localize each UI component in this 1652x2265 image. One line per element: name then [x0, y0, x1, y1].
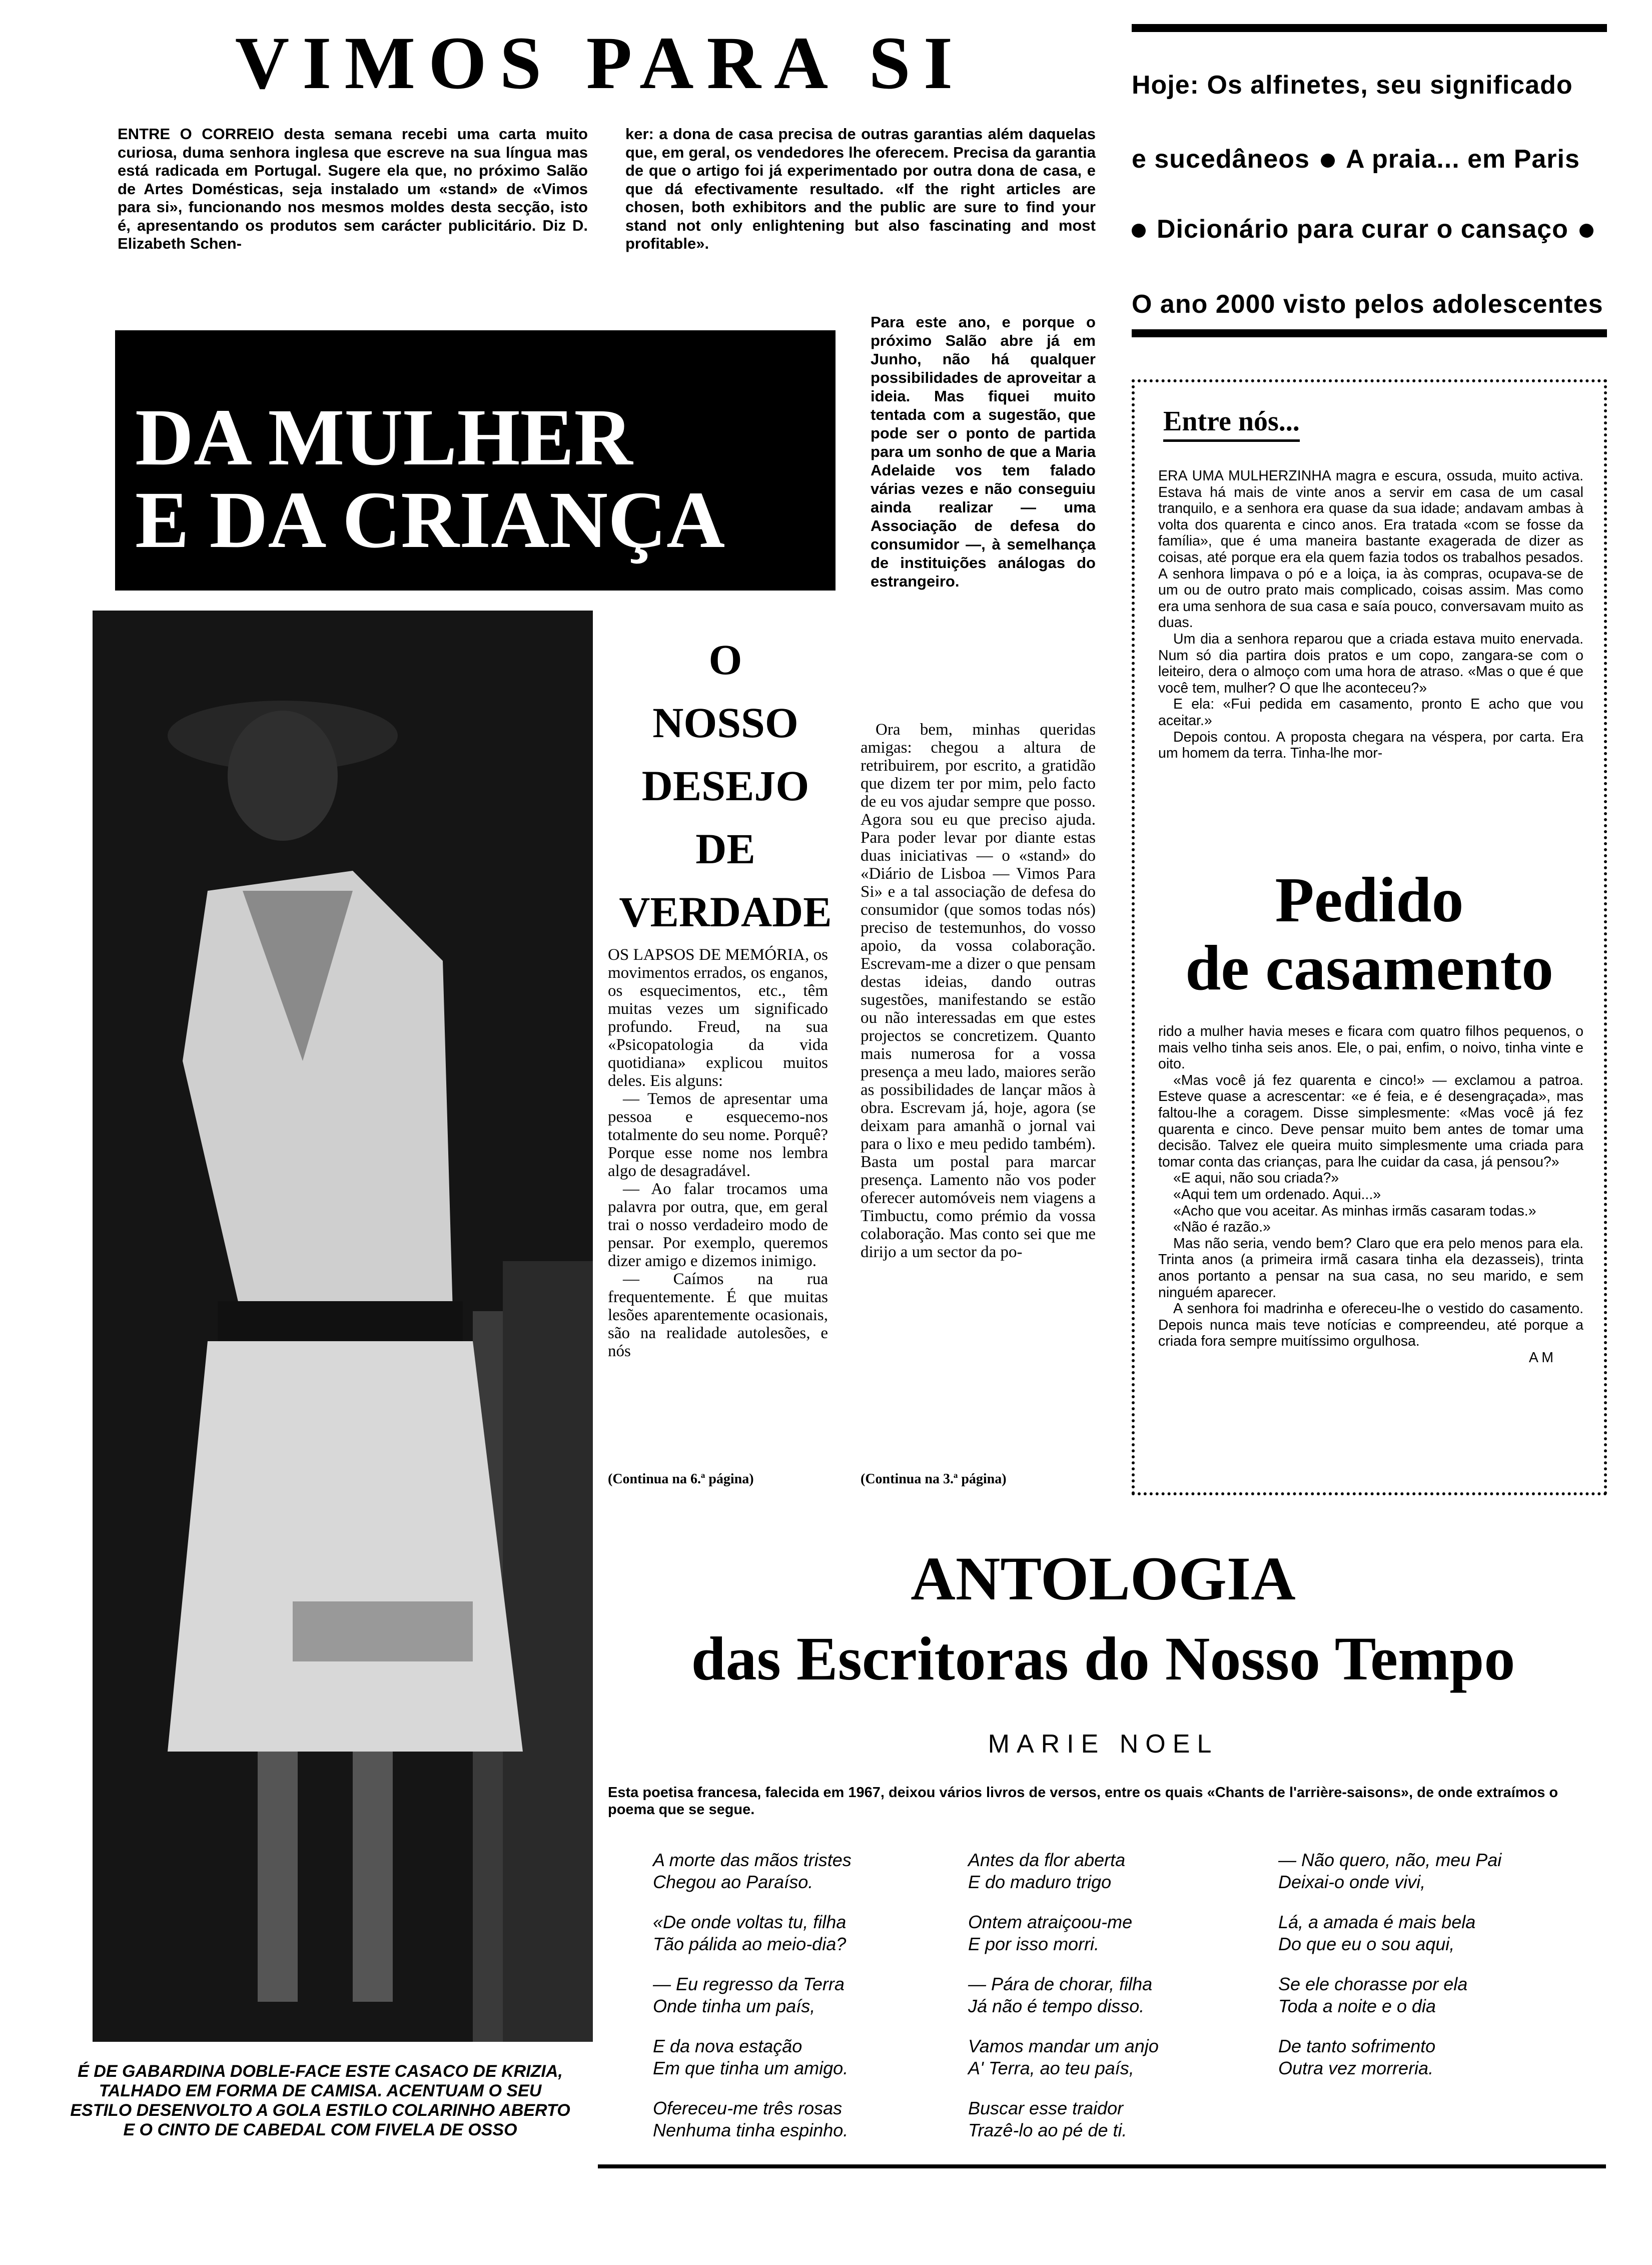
- banner-line-1: DA MULHER: [135, 393, 633, 482]
- poem-verse: — Pára de chorar, filha: [968, 1974, 1153, 1994]
- story-headline: [1132, 866, 1607, 1002]
- intro-column-1: ENTRE O CORREIO desta semana recebi uma carta muito curiosa, duma senhora inglesa que escreve na sua língua mas está radicada em Portugal. Sugere ela que, no próximo Salão de Artes Domésticas, seja instalado um «stand» de «Vimos para si», funcionando nos mesmos moldes desta secção, isto é, apresentando os produtos sem carácter publicitário. Diz D. Elizabeth Schen-: [118, 125, 588, 252]
- poem-verse: Se ele chorasse por ela: [1278, 1974, 1468, 1994]
- fashion-photo-illustration: [93, 611, 593, 2042]
- intro-column-2-continued: Para este ano, e porque o próximo Salão abre já em Junho, não há qualquer possibilidades de aproveitar a ideia. Mas fiquei muito tentada com a sugestão, que pode ser o ponto de partida para um sonho de que a Maria Adelaide vos tem falado várias vezes e não conseguiu ainda realizar — uma Associação de defesa do consumidor —, à semelhança de instituições análogas do estrangeiro.: [871, 313, 1096, 590]
- intro-column-2: ker: a dona de casa precisa de outras garantias além daquelas que, em geral, os vendedores lhe oferecem. Precisa da garantia de que o artigo foi já experimentado por outra dona de casa, e que dá efectivamente resultado. «If the right articles are chosen, both exhibitors and the public are sure to find your stand not only enlightening but also fascinating and most profitable».: [625, 125, 1096, 252]
- antologia-title: ANTOLOGIA: [911, 1544, 1296, 1613]
- summary-line-3-text: Dicionário para curar o cansaço: [1157, 215, 1568, 244]
- poem-verse: Outra vez morreria.: [1278, 2058, 1434, 2078]
- summary-bottom-bar: [1132, 329, 1607, 337]
- poem-verse: Antes da flor aberta: [968, 1850, 1126, 1870]
- story-signature: A M: [1528, 1349, 1553, 1366]
- desejo-paragraph: OS LAPSOS DE MEMÓRIA, os movimentos errados, os enganos, os esquecimentos, etc., têm muitas vezes um significado profundo. Freud, na sua «Psicopatologia da vida quotidiana» explicou muitos deles. Eis alguns:: [608, 946, 828, 1090]
- title-line: DE: [695, 825, 755, 873]
- desejo-paragraph: — Ao falar trocamos uma palavra por outra, que, em geral trai o nosso verdadeiro modo de pensar. Por exemplo, queremos dizer amigo e dizemos inimigo.: [608, 1180, 828, 1270]
- story-paragraph: «Acho que vou aceitar. As minhas irmãs casaram todas.»: [1173, 1203, 1536, 1219]
- section-title: VIMOS PARA SI: [235, 22, 966, 105]
- bullet-icon: [1579, 224, 1593, 238]
- poem-verse: Em que tinha um amigo.: [653, 2058, 849, 2078]
- fashion-photo: [93, 611, 593, 2042]
- story-paragraph: A senhora foi madrinha e ofereceu-lhe o vestido do casamento. Depois nunca mais teve notícias e compreendeu, até porque a criada fora sempre muitíssimo orgulhosa.: [1158, 1301, 1583, 1350]
- title-line: VERDADE: [619, 888, 832, 936]
- poem-verse: A' Terra, ao teu país,: [968, 2058, 1134, 2078]
- poem-verse: Lá, a amada é mais bela: [1278, 1912, 1476, 1932]
- antologia-subtitle: das Escritoras do Nosso Tempo: [691, 1624, 1515, 1693]
- headline-line-2: de casamento: [1185, 932, 1553, 1003]
- poem-verse: Onde tinha um país,: [653, 1996, 815, 2016]
- poem-column-2: [968, 1849, 1248, 2159]
- poem-verse: Toda a noite e o dia: [1278, 1996, 1436, 2016]
- poem-verse: Já não é tempo disso.: [968, 1996, 1145, 2016]
- poem-verse: De tanto sofrimento: [1278, 2036, 1436, 2056]
- summary-top-bar: [1132, 24, 1607, 32]
- summary-line-1: Hoje: Os alfinetes, seu significado: [1132, 71, 1573, 100]
- entre-nos-title: Entre nós...: [1163, 405, 1300, 442]
- poem-verse: «De onde voltas tu, filha: [653, 1912, 847, 1932]
- poem-verse: E da nova estação: [653, 2036, 802, 2056]
- title-line: NOSSO: [652, 699, 798, 747]
- headline-line-1: Pedido: [1275, 864, 1464, 935]
- poem-verse: Deixai-o onde vivi,: [1278, 1872, 1426, 1892]
- poem-verse: Ofereceu-me três rosas: [653, 2098, 843, 2118]
- section-banner: [115, 330, 836, 591]
- amigas-article: Ora bem, minhas queridas amigas: chegou a altura de retribuirem, por escrito, a gratidão que dizem ter por mim, pelo facto de eu vos ajudar sempre que posso. Agora sou eu que preciso ajuda. Para poder levar por diante estas duas iniciativas — o «stand» do «Diário de Lisboa — Vimos Para Si» e a tal associação de defesa do consumidor (que somos todas nós) preciso de testemunhos, do vosso apoio, da vossa colaboração. Escrevam-me a dizer o que pensam destas ideias, dando outras sugestões, manifestando se estão ou não interessadas em que estes projectos se concretizem. Quanto mais numerosa for a vossa presença a meu lado, maiores serão as possibilidades de lançar mãos à obra. Escrevam já, hoje, agora (se deixam para amanhã o jornal vai para o lixo e meu pedido também). Basta um postal para marcar presença. Lamento não vos poder oferecer automóveis nem viagens a Timbuctu, como prémio da vossa colaboração. Mas conto sei que me dirijo a um sector da po-: [861, 721, 1096, 1261]
- photo-caption: É DE GABARDINA DOBLE-FACE ESTE CASACO DE KRIZIA, TALHADO EM FORMA DE CAMISA. ACENTUAM O SEU ESTILO DESENVOLTO A GOLA ESTILO COLARINHO ABERTO E O CINTO DE CABEDAL COM FIVELA DE OSSO: [70, 2062, 570, 2139]
- story-paragraph: «E aqui, não sou criada?»: [1173, 1170, 1339, 1187]
- story-paragraph: Depois contou. A proposta chegara na véspera, por carta. Era um homem da terra. Tinha-lhe mor-: [1158, 729, 1583, 762]
- poem-verse: Buscar esse traidor: [968, 2098, 1124, 2118]
- story-paragraph: «Mas você já fez quarenta e cinco!» — exclamou a patroa. Esteve quase a acrescentar: «e é feia, e é desengraçada», mas faltou-lhe a coragem. Disse simplesmente: «Mas você já fez quarenta e cinco. Deve pensar muito bem antes de tomar uma decisão. Talvez ele queira muito simplesmente uma criada para tomar conta das crianças, para lhe cuidar da casa, já pensou?»: [1158, 1072, 1583, 1170]
- bullet-icon: [1321, 154, 1335, 168]
- poem-column-3: [1278, 1849, 1588, 2097]
- continue-note: (Continua na 3.ª página): [861, 1471, 1007, 1487]
- entre-nos-story-part-2: [1158, 1023, 1583, 1366]
- summary-line-4: O ano 2000 visto pelos adolescentes: [1132, 290, 1603, 319]
- bottom-rule: [598, 2164, 1606, 2168]
- desejo-paragraph: — Temos de apresentar uma pessoa e esquecemo-nos totalmente do seu nome. Porquê? Porque esse nome nos lembra algo de desagradável.: [608, 1090, 828, 1180]
- poem-verse: — Eu regresso da Terra: [653, 1974, 845, 1994]
- antologia-author: MARIE NOEL: [988, 1730, 1219, 1759]
- story-paragraph: «Não é razão.»: [1173, 1219, 1271, 1236]
- poem-verse: A morte das mãos tristes: [653, 1850, 852, 1870]
- summary-line-3: [1132, 214, 1604, 244]
- story-paragraph: Mas não seria, vendo bem? Claro que era pelo menos para ela. Trinta anos (a primeira irmã casara tinha ela dezasseis), trinta anos portanto a pensar na sua casa, no seu marido, e sem ninguém aparecer.: [1158, 1235, 1583, 1301]
- desejo-article: [608, 946, 828, 1360]
- poem-verse: Vamos mandar um anjo: [968, 2036, 1159, 2056]
- desejo-paragraph: — Caímos na rua frequentemente. É que muitas lesões aparentemente ocasionais, são na realidade autolesões, e nós: [608, 1270, 828, 1360]
- article-title-desejo: [608, 628, 843, 943]
- poem-verse: Ontem atraiçoou-me: [968, 1912, 1133, 1932]
- story-paragraph: E ela: «Fui pedida em casamento, pronto E acho que vou aceitar.»: [1158, 696, 1583, 729]
- entre-nos-story-part-1: [1158, 468, 1583, 762]
- poem-verse: Tão pálida ao meio-dia?: [653, 1934, 847, 1954]
- poem-column-1: [653, 1849, 953, 2159]
- title-line: DESEJO: [641, 762, 809, 810]
- title-line: O: [708, 636, 742, 684]
- poem-verse: Nenhuma tinha espinho.: [653, 2120, 849, 2140]
- poem-verse: Do que eu o sou aqui,: [1278, 1934, 1455, 1954]
- poem-verse: Trazê-lo ao pé de ti.: [968, 2120, 1127, 2140]
- summary-line-2a: e sucedâneos: [1132, 145, 1310, 174]
- story-paragraph: ERA UMA MULHERZINHA magra e escura, ossuda, muito activa. Estava há mais de vinte anos a servir em casa de um casal tranquilo, e a senhora era quase da sua idade; andavam ambas à volta dos quarenta e cinco anos. Era tratada «com se fosse da família», que é uma maneira bastante exagerada de dizer as coisas, até porque era ela quem fazia todos os trabalhos pesados. A senhora limpava o pó e a loiça, ia às compras, ocupava-se de um ou de outro prato mais complicado, coisas assim. Mas como era uma senhora de sua casa e saía pouco, conversavam muito as duas.: [1158, 468, 1583, 631]
- bullet-icon: [1132, 224, 1146, 238]
- story-paragraph: rido a mulher havia meses e ficara com quatro filhos pequenos, o mais velho tinha seis anos. Ele, o pai, enfim, o noivo, tinha vinte e oito.: [1158, 1023, 1583, 1072]
- continue-note: (Continua na 6.ª página): [608, 1471, 754, 1487]
- story-paragraph: Um dia a senhora reparou que a criada estava muito enervada. Num só dia partira dois pratos e um copo, zangara-se com o leiteiro, dera o almoço com uma hora de atraso. «Mas o que é que você tem, mulher? O que lhe aconteceu?»: [1158, 631, 1583, 696]
- summary-line-2b: A praia... em Paris: [1345, 145, 1580, 174]
- summary-line-2: [1132, 144, 1580, 174]
- antologia-intro: Esta poetisa francesa, falecida em 1967, deixou vários livros de versos, entre os quais «Chants de l'arrière-saisons», de onde extraímos o poema que se segue.: [608, 1785, 1558, 1818]
- poem-verse: Chegou ao Paraíso.: [653, 1872, 813, 1892]
- story-paragraph: «Aqui tem um ordenado. Aqui...»: [1173, 1186, 1381, 1203]
- poem-verse: — Não quero, não, meu Pai: [1278, 1850, 1502, 1870]
- banner-line-2: E DA CRIANÇA: [135, 475, 725, 565]
- poem-verse: E por isso morri.: [968, 1934, 1100, 1954]
- poem-verse: E do maduro trigo: [968, 1872, 1112, 1892]
